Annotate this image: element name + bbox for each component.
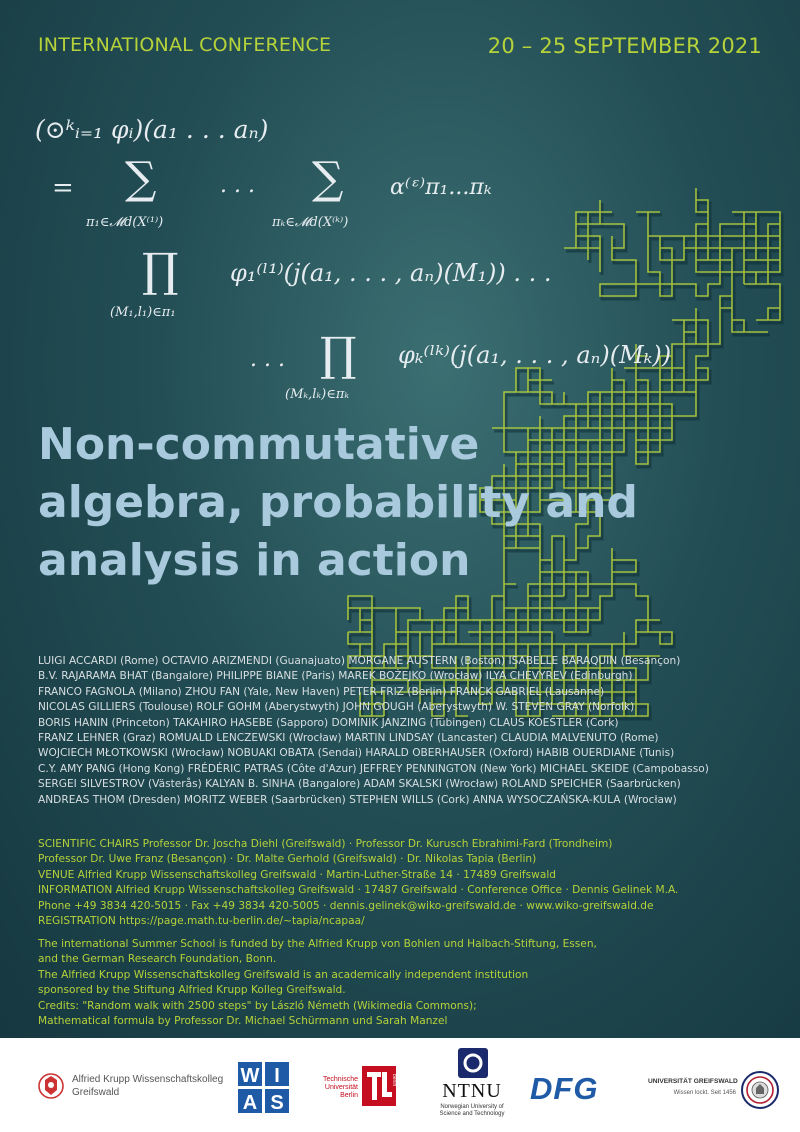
funding-credits: [38, 937, 778, 1029]
ntnu-subtitle: [424, 1104, 520, 1118]
krupp-emblem-icon: [36, 1070, 66, 1106]
speaker-line: C.Y. AMY PANG (Hong Kong) FRÉDÉRIC PATRAS (Côte d'Azur) JEFFREY PENNINGTON (New York) MICHAEL SKEIDE (Campobasso): [38, 762, 709, 775]
formula-sum-2: ∑: [312, 153, 344, 204]
scientific-chairs-line-2: Professor Dr. Uwe Franz (Besançon) · Dr. Malte Gerhold (Greifswald) · Dr. Nikolas Tapia (Berlin): [38, 853, 537, 866]
ntnu-name: NTNU: [442, 1080, 502, 1102]
conference-info: [38, 837, 778, 929]
conference-dates: 20 – 25 SEPTEMBER 2021: [487, 34, 762, 58]
speaker-line: BORIS HANIN (Princeton) TAKAHIRO HASEBE (Sapporo) DOMINIK JANZING (Tübingen) CLAUS KOESTLER (Cork): [38, 716, 619, 729]
tu-berlin-logo[interactable]: [322, 1064, 402, 1114]
formula-product-1: ∏: [142, 243, 179, 297]
ntnu-subtitle-line-1: Norwegian University of: [440, 1104, 504, 1110]
conference-label: INTERNATIONAL CONFERENCE: [38, 34, 332, 56]
tu-berlin-vertical: berlin: [391, 1074, 397, 1087]
wias-letter-s: S: [270, 1092, 284, 1114]
speaker-line: FRANZ LEHNER (Graz) ROMUALD LENCZEWSKI (Wrocław) MARTIN LINDSAY (Lancaster) CLAUDIA MALVENUTO (Rome): [38, 732, 659, 745]
uni-tagline: Wissen lockt. Seit 1456: [673, 1090, 736, 1096]
tu-line-3: Berlin: [340, 1092, 358, 1099]
formula-product-2-sub: (Mₖ,lₖ)∈πₖ: [285, 387, 350, 402]
speaker-list: [38, 654, 778, 808]
uni-name: UNIVERSITÄT GREIFSWALD: [648, 1078, 738, 1085]
formula-sum-1: ∑: [125, 153, 157, 204]
formula: [30, 115, 710, 415]
title-line-3: analysis in action: [38, 535, 471, 586]
formula-sum-2-sub: πₖ∈𝓜d(X⁽ᵏ⁾): [272, 215, 349, 230]
tu-mark-icon: [362, 1064, 398, 1108]
wias-letter-w: W: [240, 1065, 260, 1087]
formula-dots-2: . . .: [250, 347, 285, 372]
krupp-logo[interactable]: [36, 1068, 236, 1108]
wias-mark-icon: [234, 1058, 294, 1116]
wias-logo[interactable]: [234, 1058, 294, 1116]
funding-line: The international Summer School is funded by the Alfried Krupp von Bohlen und Halbach-Stiftung, Essen,: [38, 938, 597, 950]
krupp-city: Greifswald: [72, 1087, 120, 1098]
speaker-line: B.V. RAJARAMA BHAT (Bangalore) PHILIPPE BIANE (Paris) MAREK BOŻEJKO (Wrocław) ILYA CHEVYREV (Edinburgh): [38, 670, 633, 683]
contact[interactable]: Phone +49 3834 420-5015 · Fax +49 3834 420-5005 · dennis.gelinek@wiko-greifswald.de · www.wiko-greifswald.de: [38, 899, 654, 912]
formula-term-2: φₖ⁽ˡᵏ⁾(j(a₁, . . . , aₙ)(Mₖ)): [398, 341, 672, 369]
venue: VENUE Alfried Krupp Wissenschaftskolleg Greifswald · Martin-Luther-Straße 14 · 17489 Greifswald: [38, 868, 557, 881]
tu-name: [322, 1076, 358, 1100]
uni-greifswald-logo[interactable]: [648, 1070, 788, 1114]
funding-line: and the German Research Foundation, Bonn.: [38, 953, 277, 966]
speaker-line: FRANCO FAGNOLA (Milano) ZHOU FAN (Yale, New Haven) PETER FRIZ (Berlin) FRANCK GABRIEL (Lausanne): [38, 685, 605, 698]
title-line-1: Non-commutative: [38, 419, 480, 470]
registration-link[interactable]: REGISTRATION https://page.math.tu-berlin.de/~tapia/ncapaa/: [38, 915, 365, 928]
speaker-line: ANDREAS THOM (Dresden) MORITZ WEBER (Saarbrücken) STEPHEN WILLS (Cork) ANNA WYSOCZAŃSKA-KULA (Wrocław): [38, 793, 677, 806]
tu-line-2: Universität: [324, 1084, 358, 1091]
speaker-line: LUIGI ACCARDI (Rome) OCTAVIO ARIZMENDI (Guanajuato) MORGANE AUSTERN (Boston) ISABELLE BARAQUIN (Besançon): [38, 655, 681, 667]
ntnu-subtitle-line-2: Science and Technology: [439, 1111, 505, 1117]
credits-line: Mathematical formula by Professor Dr. Michael Schürmann und Sarah Manzel: [38, 1015, 448, 1028]
krupp-name: Alfried Krupp Wissenschaftskolleg: [72, 1074, 224, 1085]
scientific-chairs-line-1: SCIENTIFIC CHAIRS Professor Dr. Joscha Diehl (Greifswald) · Professor Dr. Kurusch Ebrahimi-Fard (Trondheim): [38, 838, 613, 850]
dfg-logo[interactable]: DFG: [530, 1071, 599, 1106]
formula-product-1-sub: (M₁,l₁)∈π₁: [110, 305, 176, 320]
formula-alpha: α⁽ᵋ⁾π₁...πₖ: [390, 175, 492, 200]
speaker-line: NICOLAS GILLIERS (Toulouse) ROLF GOHM (Aberystwyth) JOHN GOUGH (Aberystwyth) W. STEVEN GRAY (Norfolk): [38, 701, 635, 714]
ntnu-logo[interactable]: [424, 1048, 520, 1130]
tu-line-1: Technische: [322, 1076, 358, 1083]
speaker-line: WOJCIECH MŁOTKOWSKI (Wrocław) NOBUAKI OBATA (Sendai) HARALD OBERHAUSER (Oxford) HABIB OUERDIANE (Tunis): [38, 747, 675, 760]
title-line-2: algebra, probability and: [38, 477, 638, 528]
conference-title: [38, 416, 638, 590]
formula-line-1: (⊙ᵏᵢ₌₁ φᵢ)(a₁ . . . aₙ): [35, 115, 269, 144]
wias-letter-i: I: [274, 1065, 280, 1087]
formula-product-2: ∏: [320, 327, 357, 381]
information: INFORMATION Alfried Krupp Wissenschaftskolleg Greifswald · 17487 Greifswald · Conference Office · Dennis Gelinek M.A.: [38, 884, 679, 897]
formula-dots-1: . . .: [220, 173, 255, 198]
uni-seal-icon: [740, 1070, 780, 1110]
formula-sum-1-sub: π₁∈𝓜d(X⁽¹⁾): [86, 215, 164, 230]
formula-equals: =: [52, 173, 74, 203]
logo-bar: [0, 1038, 800, 1132]
credits-line: Credits: "Random walk with 2500 steps" by László Németh (Wikimedia Commons);: [38, 999, 477, 1012]
funding-line: sponsored by the Stiftung Alfried Krupp Kolleg Greifswald.: [38, 984, 346, 997]
wias-letter-a: A: [242, 1092, 258, 1114]
ntnu-emblem-icon: [458, 1048, 488, 1078]
formula-term-1: φ₁⁽ˡ¹⁾(j(a₁, . . . , aₙ)(M₁)) . . .: [230, 259, 552, 287]
speaker-line: SERGEI SILVESTROV (Västerås) KALYAN B. SINHA (Bangalore) ADAM SKALSKI (Wrocław) ROLAND SPEICHER (Saarbrücken): [38, 778, 681, 791]
funding-line: The Alfried Krupp Wissenschaftskolleg Greifswald is an academically independent institution: [38, 968, 529, 981]
